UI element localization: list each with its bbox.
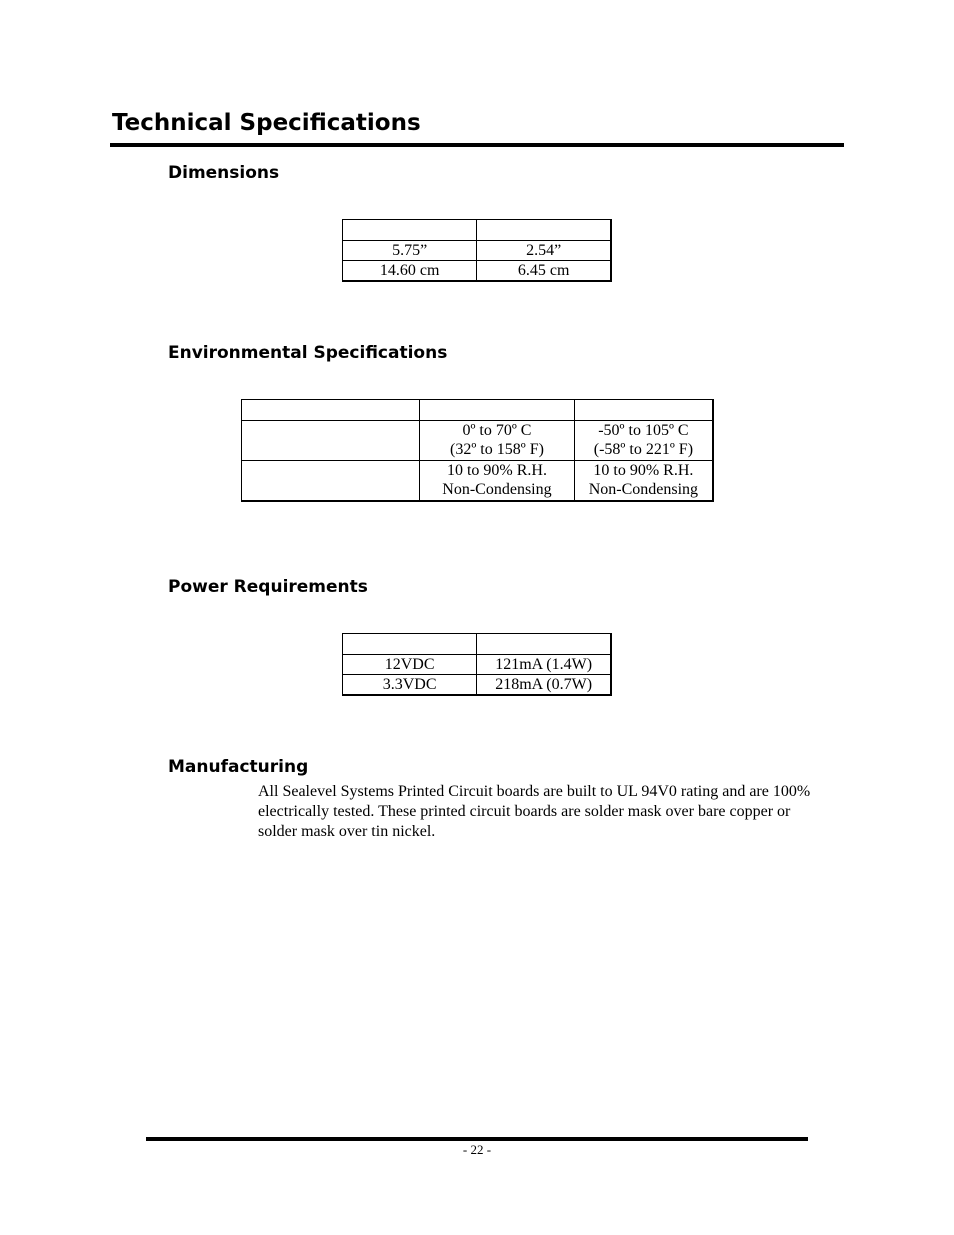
page-title: Technical Specifications bbox=[112, 110, 421, 136]
table-cell bbox=[420, 461, 575, 502]
table-row bbox=[343, 261, 612, 282]
table-cell bbox=[343, 220, 477, 241]
table-header-row bbox=[343, 220, 612, 241]
cell-line: Non-Condensing bbox=[588, 481, 699, 498]
table-cell: 14.60 cm bbox=[343, 261, 477, 282]
manufacturing-heading: Manufacturing bbox=[168, 757, 309, 777]
table-cell: 121mA (1.4W) bbox=[477, 655, 611, 675]
manufacturing-paragraph: All Sealevel Systems Printed Circuit boards are built to UL 94V0 rating and are 100% electrically tested. These printed circuit boards are solder mask over bare copper or solder mask over tin nickel. bbox=[258, 783, 811, 840]
cell-line: (32º to 158º F) bbox=[450, 441, 544, 458]
cell-line: 10 to 90% R.H. bbox=[446, 462, 547, 479]
dimensions-table bbox=[342, 219, 612, 282]
table-cell bbox=[574, 421, 713, 461]
table-cell: 6.45 cm bbox=[477, 261, 611, 282]
cell-line: Non-Condensing bbox=[442, 481, 552, 498]
table-row bbox=[242, 461, 714, 502]
table-cell bbox=[477, 634, 611, 655]
page-number: - 22 - bbox=[462, 1142, 492, 1157]
table-header-row bbox=[242, 400, 714, 421]
table-cell: 2.54” bbox=[477, 241, 611, 261]
cell-line: 10 to 90% R.H. bbox=[593, 462, 694, 479]
environmental-table bbox=[241, 399, 714, 502]
table-cell bbox=[242, 461, 420, 502]
table-cell: 5.75” bbox=[343, 241, 477, 261]
table-cell bbox=[477, 220, 611, 241]
table-cell bbox=[574, 461, 713, 502]
table-cell: 12VDC bbox=[343, 655, 477, 675]
table-cell: 3.3VDC bbox=[343, 675, 477, 696]
table-cell bbox=[343, 634, 477, 655]
cell-line: (-58º to 221º F) bbox=[593, 441, 694, 458]
table-row bbox=[343, 655, 612, 675]
cell-line: -50º to 105º C bbox=[598, 422, 689, 439]
table-cell bbox=[420, 400, 575, 421]
table-row bbox=[343, 675, 612, 696]
environmental-heading: Environmental Specifications bbox=[168, 343, 448, 363]
title-divider bbox=[110, 143, 844, 147]
table-cell bbox=[242, 400, 420, 421]
table-cell bbox=[574, 400, 713, 421]
table-cell bbox=[242, 421, 420, 461]
power-table bbox=[342, 633, 612, 696]
dimensions-heading: Dimensions bbox=[168, 163, 280, 183]
cell-line: 0º to 70º C bbox=[462, 422, 532, 439]
table-row bbox=[343, 241, 612, 261]
power-heading: Power Requirements bbox=[168, 577, 368, 597]
table-row bbox=[242, 421, 714, 461]
table-cell: 218mA (0.7W) bbox=[477, 675, 611, 696]
table-header-row bbox=[343, 634, 612, 655]
footer-divider bbox=[146, 1137, 808, 1141]
table-cell bbox=[420, 421, 575, 461]
